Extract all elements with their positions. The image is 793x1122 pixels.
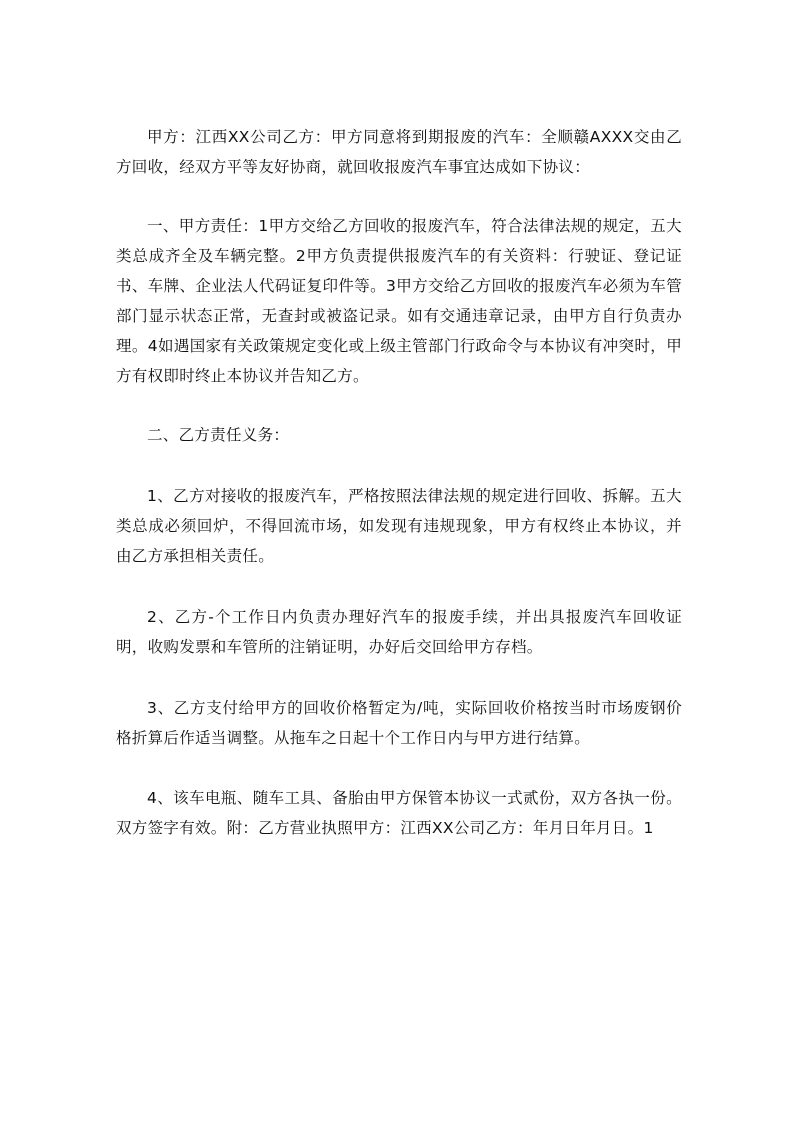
party-b-clause-2: 2、乙方-个工作日内负责办理好汽车的报废手续，并出具报废汽车回收证明，收购发票和车管所的注销证明，办好后交回给甲方存档。	[116, 608, 682, 656]
intro-paragraph: 甲方：江西XX公司乙方：甲方同意将到期报废的汽车：全顺赣AXXX交由乙方回收，经双方平等友好协商，就回收报废汽车事宜达成如下协议：	[116, 128, 682, 176]
party-a-responsibilities: 一、甲方责任：1甲方交给乙方回收的报废汽车，符合法律法规的规定，五大类总成齐全及车辆完整。2甲方负责提供报废汽车的有关资料：行驶证、登记证书、车牌、企业法人代码证复印件等。3甲方交给乙方回收的报废汽车必须为车管部门显示状态正常，无查封或被盗记录。如有交通违章记录，由甲方自行负责办理。4如遇国家有关政策规定变化或上级主管部门行政命令与本协议有冲突时，甲方有权即时终止本协议并告知乙方。	[116, 217, 682, 385]
party-b-heading: 二、乙方责任义务：	[147, 426, 290, 444]
party-b-clause-4: 4、该车电瓶、随车工具、备胎由甲方保管本协议一式贰份，双方各执一份。双方签字有效。附：乙方营业执照甲方：江西XX公司乙方：年月日年月日。1	[116, 789, 682, 837]
party-b-clause-3: 3、乙方支付给甲方的回收价格暂定为/吨，实际回收价格按当时市场废钢价格折算后作适当调整。从拖车之日起十个工作日内与甲方进行结算。	[116, 699, 682, 747]
document-body	[116, 122, 682, 843]
party-b-clause-1: 1、乙方对接收的报废汽车，严格按照法律法规的规定进行回收、拆解。五大类总成必须回炉，不得回流市场，如发现有违规现象，甲方有权终止本协议，并由乙方承担相关责任。	[116, 487, 682, 565]
